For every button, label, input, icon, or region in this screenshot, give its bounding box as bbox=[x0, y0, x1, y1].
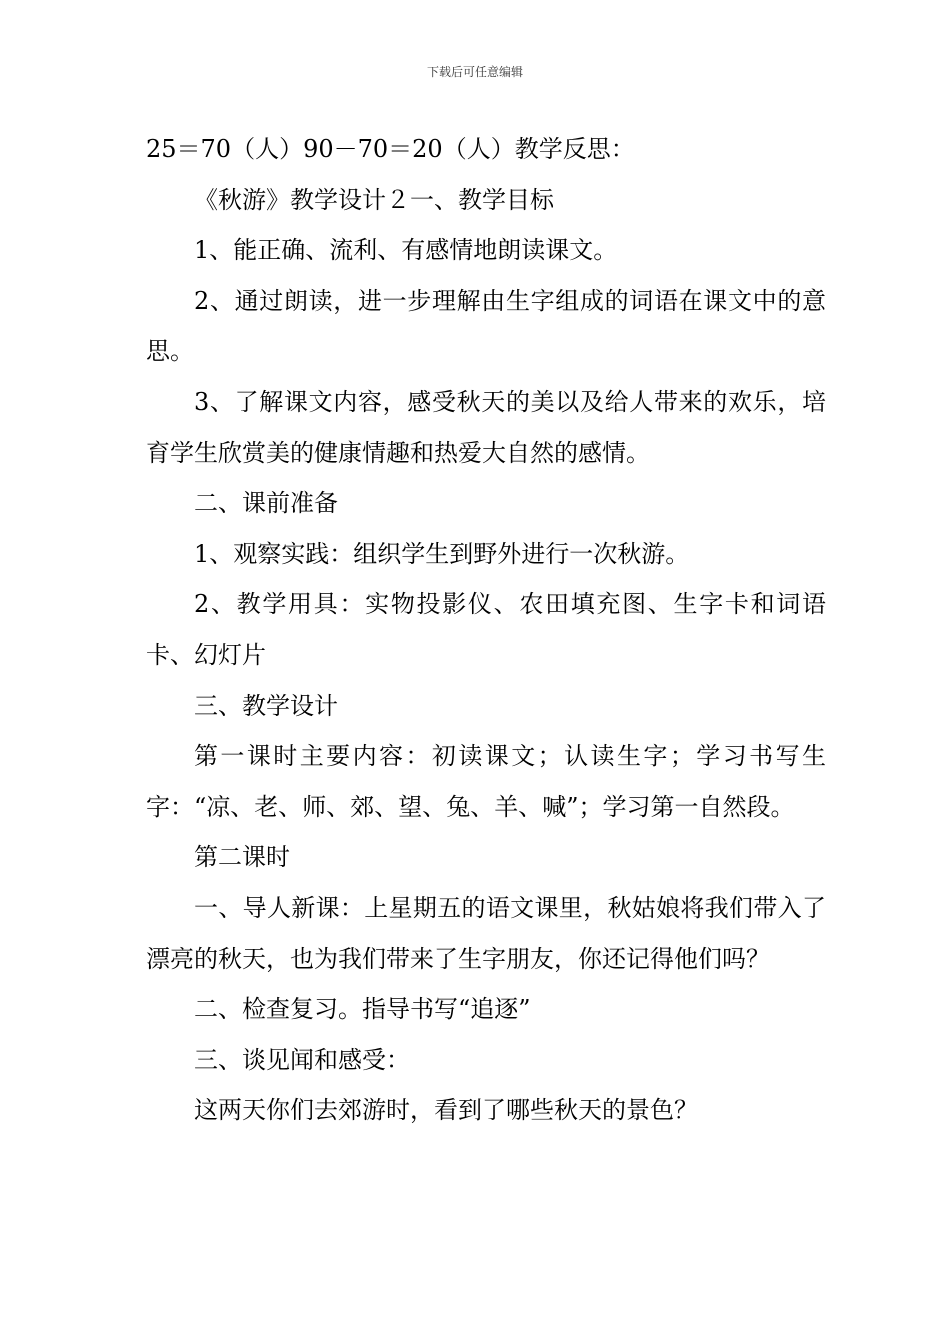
paragraph-intro: 一、导人新课：上星期五的语文课里，秋姑娘将我们带入了漂亮的秋天，也为我们带来了生字朋友，你还记得他们吗？ bbox=[146, 893, 826, 973]
paragraph-discussion: 三、谈见闻和感受： bbox=[194, 1045, 410, 1074]
paragraph-question: 这两天你们去郊游时，看到了哪些秋天的景色？ bbox=[194, 1096, 698, 1125]
page-header-note: 下载后可任意编辑 bbox=[426, 65, 523, 79]
paragraph-prep-1: 1、观察实践：组织学生到野外进行一次秋游。 bbox=[194, 539, 690, 568]
paragraph-prep-2: 2、教学用具：实物投影仪、农田填充图、生字卡和词语卡、幻灯片 bbox=[146, 590, 826, 669]
paragraph-goal-2: 2、通过朗读，进一步理解由生字组成的词语在课文中的意思。 bbox=[146, 286, 826, 366]
paragraph-goal-1: 1、能正确、流利、有感情地朗读课文。 bbox=[194, 236, 618, 265]
paragraph-design-title: 《秋游》教学设计２一、教学目标 bbox=[194, 185, 554, 214]
section-heading-design: 三、教学设计 bbox=[194, 691, 338, 720]
section-heading-preparation: 二、课前准备 bbox=[194, 489, 338, 518]
paragraph-review: 二、检查复习。指导书写“追逐” bbox=[194, 995, 531, 1024]
paragraph-lesson-1: 第一课时主要内容：初读课文；认读生字；学习书写生字：“凉、老、师、郊、望、兔、羊、喊”；学习第一自然段。 bbox=[146, 742, 826, 821]
document-body bbox=[146, 124, 826, 1136]
paragraph-reflection: 25＝70（人）90－70＝20（人）教学反思： bbox=[146, 135, 635, 163]
paragraph-goal-3: 3、了解课文内容，感受秋天的美以及给人带来的欢乐，培育学生欣赏美的健康情趣和热爱大自然的感情。 bbox=[146, 387, 826, 467]
section-heading-lesson-2: 第二课时 bbox=[194, 843, 290, 872]
